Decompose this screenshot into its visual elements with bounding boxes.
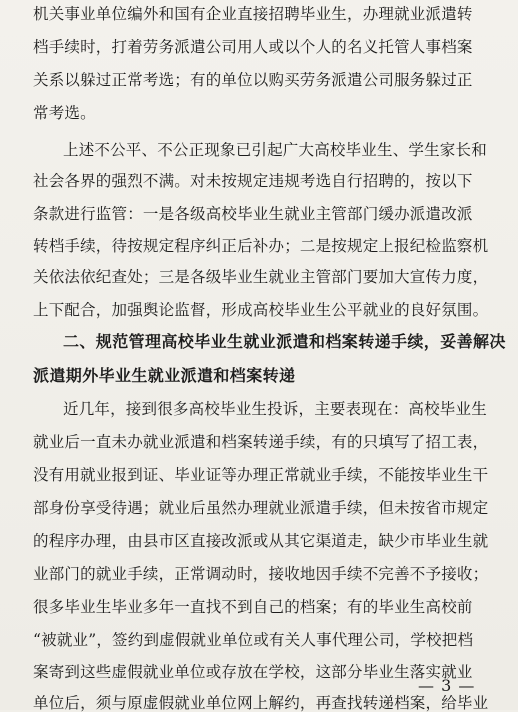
- text-line: 单位后，须与原虚假就业单位网上解约，再查找转递档案，给毕业: [33, 694, 489, 712]
- section-heading: 二、规范管理高校毕业生就业派遣和档案转递手续，妥善解决: [63, 332, 506, 351]
- paragraph-start-line: 近几年，接到很多高校毕业生投诉，主要表现在：高校毕业生: [63, 400, 487, 418]
- section-heading-continued: 派遣期外毕业生就业派遣和档案转递: [33, 366, 296, 385]
- text-line: 就业后一直未办就业派遣和档案转递手续，有的只填写了招工表，: [33, 433, 489, 451]
- text-line: 案寄到这些虚假就业单位或存放在学校，这部分毕业生落实就业: [33, 663, 473, 681]
- text-line: 部身份享受待遇；就业后虽然办理就业派遣手续，但未按省市规定: [33, 499, 489, 517]
- paragraph-start-line: 上述不公平、不公正现象已引起广大高校毕业生、学生家长和: [63, 141, 487, 159]
- text-line: “被就业”，签约到虚假就业单位或有关人事代理公司，学校把档: [33, 631, 474, 649]
- text-line: 没有用就业报到证、毕业证等办理正常就业手续，不能按毕业生干: [33, 466, 489, 484]
- text-line: 条款进行监管：一是各级高校毕业生就业主管部门缓办派遣改派: [33, 205, 473, 223]
- text-line: 很多毕业生毕业多年一直找不到自己的档案；有的毕业生高校前: [33, 598, 473, 616]
- text-line: 档手续时，打着劳务派遣公司用人或以个人的名义托管人事档案: [33, 38, 473, 56]
- page-number: — 3 —: [418, 676, 476, 695]
- text-line: 的程序办理，由县市区直接改派或从其它渠道走，缺少市毕业生就: [33, 532, 489, 550]
- text-line: 上下配合，加强舆论监督，形成高校毕业生公平就业的良好氛围。: [33, 301, 489, 319]
- text-line: 社会各界的强烈不满。对未按规定违规考选自行招聘的，按以下: [33, 172, 473, 190]
- text-line: 常考选。: [33, 104, 96, 122]
- text-line: 转档手续，待按规定程序纠正后补办；二是按规定上报纪检监察机: [33, 237, 489, 255]
- text-line: 机关事业单位编外和国有企业直接招聘毕业生，办理就业派遣转: [33, 5, 473, 23]
- text-line: 关系以躲过正常考选；有的单位以购买劳务派遣公司服务躲过正: [33, 71, 473, 89]
- text-line: 业部门的就业手续，正常调动时，接收地因手续不完善不予接收；: [33, 565, 489, 583]
- text-line: 关依法依纪查处；三是各级毕业生就业主管部门要加大宣传力度，: [33, 268, 489, 286]
